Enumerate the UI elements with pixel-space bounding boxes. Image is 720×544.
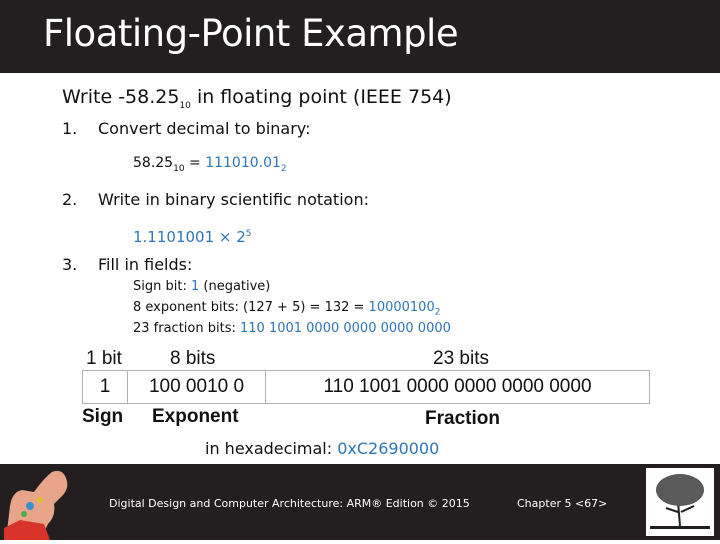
sign-field: 1 — [82, 370, 128, 404]
footer-chapter-page: Chapter 5 <67> — [517, 497, 608, 510]
binary-value: 111010.01 — [205, 155, 281, 171]
exponent-bits-line — [133, 300, 441, 318]
prompt-base: 10 — [179, 100, 191, 111]
step-1-detail — [133, 155, 287, 174]
step-number: 2. — [62, 190, 78, 209]
exponent-width-label: 8 bits — [170, 348, 216, 369]
prompt-text-end: in floating point (IEEE 754) — [190, 86, 452, 108]
step-3 — [62, 255, 192, 274]
exponent: 5 — [245, 229, 252, 239]
fraction-bits-line — [133, 321, 451, 336]
step-text: Write in binary scientific notation: — [98, 190, 369, 209]
hex-value: 0xC2690000 — [337, 439, 440, 458]
prompt-text: Write -58.25 — [62, 86, 180, 108]
exponent-value: 10000100 — [368, 300, 435, 315]
exponent-base: 2 — [434, 307, 441, 318]
sign-note: (negative) — [199, 279, 271, 294]
binary-base: 2 — [280, 163, 287, 174]
fraction-label: 23 fraction bits: — [133, 321, 240, 336]
sign-width-label: 1 bit — [86, 348, 122, 369]
decimal-base: 10 — [173, 163, 185, 174]
exponent-field: 100 0010 0 — [128, 370, 266, 404]
fraction-field: 110 1001 0000 0000 0000 0000 — [266, 370, 650, 404]
footer-book-title: Digital Design and Computer Architecture: ARM® Edition © 2015 — [109, 497, 470, 510]
problem-statement — [62, 86, 452, 111]
step-text: Fill in fields: — [98, 255, 193, 274]
ieee754-field-diagram — [82, 348, 650, 432]
mantissa: 1.1101001 × 2 — [133, 228, 246, 246]
equals: = — [184, 155, 206, 171]
exponent-label: 8 exponent bits: (127 + 5) = 132 = — [133, 300, 369, 315]
step-1 — [62, 119, 310, 138]
step-number: 3. — [62, 255, 78, 274]
step-2-detail — [133, 228, 252, 246]
hex-label: in hexadecimal: — [205, 439, 338, 458]
sign-bit-line — [133, 279, 270, 294]
flexed-arm-illustration — [0, 466, 78, 540]
sign-field-name: Sign — [82, 406, 124, 427]
sign-label: Sign bit: — [133, 279, 191, 294]
step-2 — [62, 190, 369, 209]
decimal-value: 58.25 — [133, 155, 174, 171]
elsevier-tree-logo — [644, 466, 716, 538]
fraction-width-label: 23 bits — [433, 348, 489, 369]
step-text: Convert decimal to binary: — [98, 119, 311, 138]
slide-title: Floating-Point Example — [43, 12, 459, 55]
hex-result — [205, 439, 439, 458]
fraction-field-name: Fraction — [425, 408, 500, 429]
sign-value: 1 — [190, 279, 200, 294]
exponent-field-name: Exponent — [152, 406, 239, 427]
fraction-value: 110 1001 0000 0000 0000 0000 — [240, 321, 451, 336]
step-number: 1. — [62, 119, 78, 138]
